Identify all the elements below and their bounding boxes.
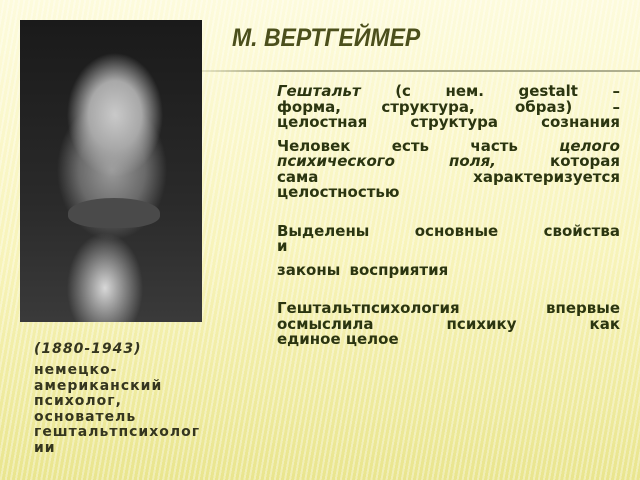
text-segment: которая bbox=[495, 152, 621, 170]
text-segment: единое целое bbox=[277, 330, 399, 348]
text-line bbox=[277, 260, 620, 279]
text-segment: Человек есть часть bbox=[277, 136, 560, 155]
caption-line: американский bbox=[34, 377, 163, 394]
slide-title: М. ВЕРТГЕЙМЕР bbox=[232, 24, 421, 52]
text-line bbox=[277, 332, 620, 348]
caption-line: психолог, bbox=[34, 393, 122, 410]
text-segment: целостностью bbox=[277, 183, 400, 201]
text-italic: психического поля, bbox=[277, 152, 496, 170]
portrait-caption bbox=[34, 341, 200, 457]
caption-line: немецко- bbox=[34, 362, 118, 378]
text-segment: и bbox=[277, 237, 288, 255]
text-line bbox=[277, 221, 620, 240]
slide-body bbox=[277, 84, 620, 348]
term-gestalt: Гештальт bbox=[277, 82, 361, 100]
caption-line: основатель bbox=[34, 408, 137, 425]
portrait-detail bbox=[68, 198, 160, 228]
text-segment: целостная структура сознания bbox=[277, 113, 620, 131]
caption-line: гештальтпсихолог bbox=[34, 424, 201, 441]
text-line bbox=[277, 185, 620, 201]
text-line bbox=[277, 115, 620, 131]
caption-line: ии bbox=[34, 439, 56, 456]
title-divider bbox=[202, 70, 640, 72]
life-dates: (1880-1943) bbox=[34, 341, 142, 357]
portrait-photo bbox=[20, 20, 202, 322]
text-segment: Гештальтпсихология впервые bbox=[277, 299, 620, 317]
text-segment: сама характеризуется bbox=[277, 167, 620, 186]
text-segment: Выделены основные свойства bbox=[277, 221, 620, 240]
text-italic: целого bbox=[559, 136, 620, 155]
text-segment: законы восприятия bbox=[277, 260, 449, 279]
text-segment: осмыслила психику как bbox=[277, 314, 620, 333]
text-segment: форма, структура, образ) – bbox=[277, 97, 620, 116]
text-line bbox=[277, 239, 620, 255]
text-segment: (с нем. gestalt – bbox=[360, 82, 620, 100]
